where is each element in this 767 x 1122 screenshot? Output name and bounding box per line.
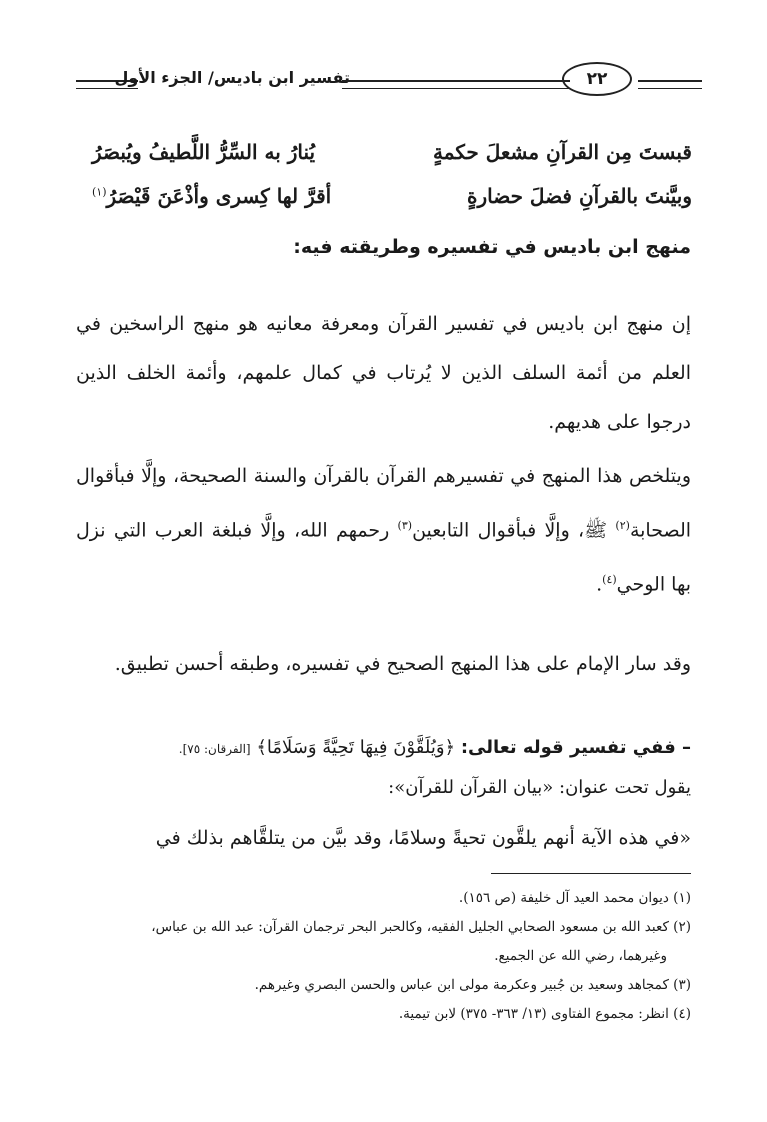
footnote-separator xyxy=(491,873,691,874)
footnote-2-continued: وغيرهما، رضي الله عن الجميع. xyxy=(494,948,667,964)
poem-verse-1 xyxy=(92,140,692,184)
footnote-ref-3: (٣) xyxy=(397,519,413,532)
paragraph-6: «في هذه الآية أنهم يلقَّون تحيةً وسلامًا، وقد بيَّن من يتلقَّاهم بذلك في xyxy=(155,827,691,849)
quran-intro: – ففي تفسير قوله تعالى: xyxy=(460,737,691,758)
paragraph-3: وقد سار الإمام على هذا المنهج الصحيح في تفسيره، وطبقه أحسن تطبيق. xyxy=(114,653,691,675)
verse-2-first-hemistich: وبيَّنتَ بالقرآنِ فضلَ حضارةٍ xyxy=(467,184,692,208)
page-number: ٢٢ xyxy=(562,62,632,96)
footnote-4: (٤) انظر: مجموع الفتاوى (١٣/ ٣٦٣- ٣٧٥) لابن تيمية. xyxy=(398,1006,691,1022)
verse-1-first-hemistich: قبستَ مِن القرآنِ مشعلَ حكمةٍ xyxy=(433,140,692,164)
page-header xyxy=(70,58,702,98)
footnote-ref-4: (٤) xyxy=(602,573,617,587)
paragraph-2-part-c: رحمهم الله، وإلَّا فبلغة العرب التي نزل بها الوحي xyxy=(76,519,691,596)
paragraph-2-part-d: . xyxy=(596,573,603,596)
paragraph-4 xyxy=(76,735,691,762)
poem-verse-2 xyxy=(92,184,692,228)
running-title: تفسير ابن باديس/ الجزء الأول xyxy=(114,68,350,87)
verse-2-second-hemistich xyxy=(92,184,331,208)
paragraph-2-part-a: ويتلخص هذا المنهج في تفسيرهم القرآن بالقرآن والسنة الصحيحة، وإلَّا فبأقوال الصحابة xyxy=(76,465,692,542)
footnote-ref-2: (٢) xyxy=(615,519,630,532)
paragraph-1: إن منهج ابن باديس في تفسير القرآن ومعرفة معانيه هو منهج الراسخين في العلم من أئمة السلف الذين لا يُرتاب في كمال علمهم، وأئمة الخلف الذين درجوا على هديهم. xyxy=(76,313,691,433)
verse-1-second-hemistich: يُنارُ به السِّرُّ اللَّطيفُ ويُبصَرُ xyxy=(92,140,316,164)
footnotes xyxy=(76,884,691,1029)
footnote-3: (٣) كمجاهد وسعيد بن جُبير وعكرمة مولى ابن عباس والحسن البصري وغيرهم. xyxy=(254,977,691,993)
quran-verse: ﴿وَيُلَقَّوْنَ فِيهَا تَحِيَّةً وَسَلَامًا﴾ xyxy=(256,737,456,758)
paragraph-2-part-b: ﷺ، وإلَّا فبأقوال التابعين xyxy=(412,519,608,542)
poem xyxy=(92,140,692,228)
paragraph-5: يقول تحت عنوان: «بيان القرآن للقرآن»: xyxy=(388,777,691,798)
header-rule-middle xyxy=(342,80,570,89)
footnote-2: (٢) كعبد الله بن مسعود الصحابي الجليل الفقيه، وكالحبر البحر ترجمان القرآن: عبد الله بن عباس، xyxy=(151,919,691,935)
footnote-1: (١) ديوان محمد العيد آل خليفة (ص ١٥٦). xyxy=(458,890,691,906)
header-rule-right xyxy=(638,80,702,89)
paragraph-2 xyxy=(76,452,691,610)
footnote-ref-1: (١) xyxy=(92,185,107,199)
verse-2-second-text: أقرَّ لها كِسرى وأذْعَنَ قَيْصَرُ xyxy=(106,184,332,208)
section-heading: منهج ابن باديس في تفسيره وطريقته فيه: xyxy=(293,236,691,258)
quran-reference: [الفرقان: ٧٥]. xyxy=(178,742,251,756)
